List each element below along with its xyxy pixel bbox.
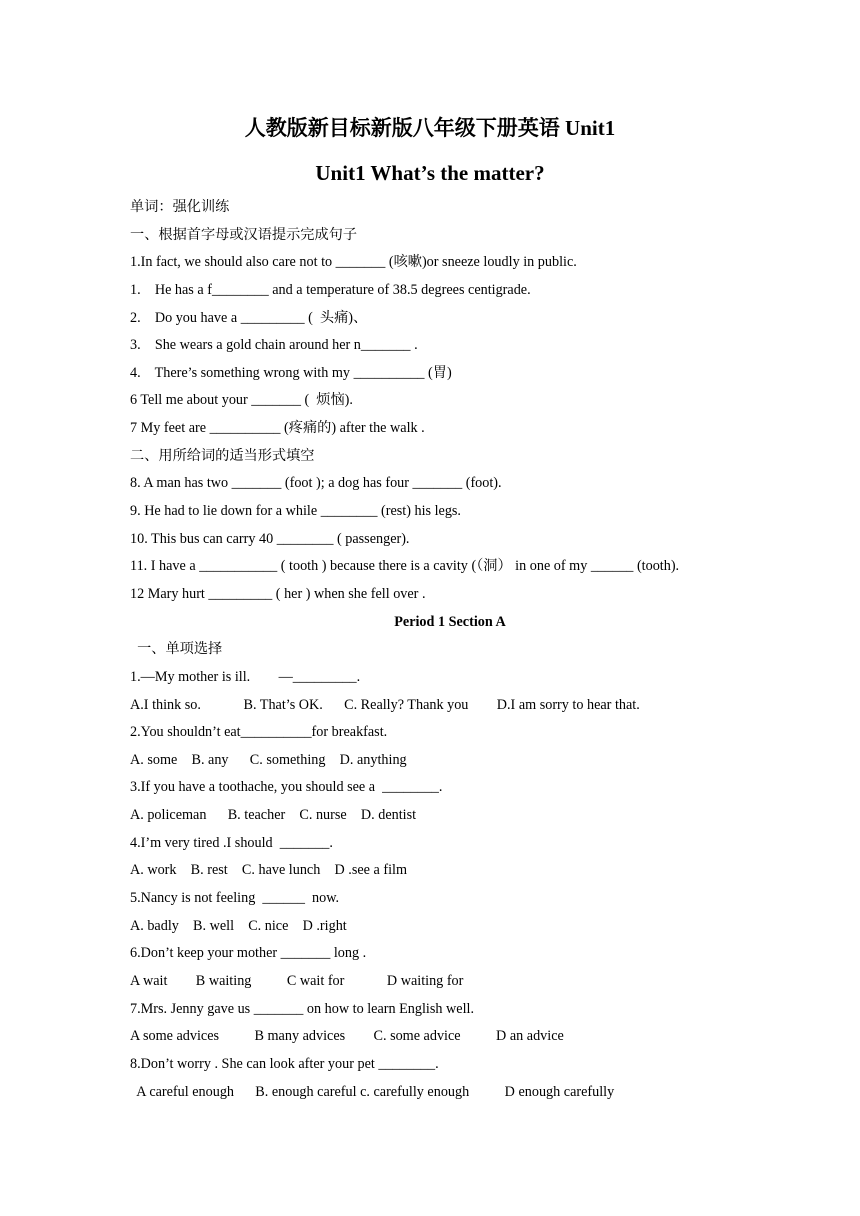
options-line: A some advices B many advices C. some advice D an advice — [130, 1028, 564, 1045]
unit-title: Unit1 What’s the matter? — [315, 161, 545, 185]
question-line: 2.You shouldn’t eat__________for breakfast. — [130, 724, 388, 741]
question-line: 3.If you have a toothache, you should see a ________. — [130, 779, 443, 796]
question-line: 4.I’m very tired .I should _______. — [130, 834, 333, 851]
question-line: 1.—My mother is ill. —_________. — [130, 668, 361, 685]
period-heading: Period 1 Section A — [394, 613, 506, 630]
question-line: 6 Tell me about your _______ ( 烦恼). — [130, 392, 353, 409]
part-heading: 一、根据首字母或汉语提示完成句子 — [130, 226, 358, 243]
question-line: 3. She wears a gold chain around her n_______ . — [130, 337, 418, 354]
question-line: 10. This bus can carry 40 ________ ( passenger). — [130, 530, 410, 547]
question-line: 5.Nancy is not feeling ______ now. — [130, 890, 340, 907]
question-line: 6.Don’t keep your mother _______ long . — [130, 945, 367, 962]
question-line: 7 My feet are __________ (疼痛的) after the walk . — [130, 420, 425, 437]
question-line: 9. He had to lie down for a while ________ (rest) his legs. — [130, 503, 461, 520]
section-heading: 单词：强化训练 — [130, 199, 230, 215]
options-line: A. work B. rest C. have lunch D .see a film — [130, 862, 407, 879]
document-title: 人教版新目标新版八年级下册英语 Unit1 — [244, 116, 616, 140]
part-heading: 二、用所给词的适当形式填空 — [130, 447, 315, 464]
question-line: 1.In fact, we should also care not to _______ (咳嗽)or sneeze loudly in public. — [130, 254, 577, 271]
part-heading: 一、单项选择 — [130, 641, 223, 658]
options-line: A.I think so. B. That’s OK. C. Really? Thank you D.I am sorry to hear that. — [130, 696, 640, 713]
question-line: 7.Mrs. Jenny gave us _______ on how to learn English well. — [130, 1000, 475, 1017]
question-line: 12 Mary hurt _________ ( her ) when she fell over . — [130, 585, 426, 602]
options-line: A. some B. any C. something D. anything — [130, 751, 407, 768]
options-line: A. policeman B. teacher C. nurse D. dentist — [130, 807, 417, 824]
options-line: A careful enough B. enough careful c. carefully enough D enough carefully — [130, 1083, 615, 1100]
question-line: 11. I have a ___________ ( tooth ) because there is a cavity (（洞） in one of my ______ (tooth). — [130, 558, 680, 575]
question-line: 8.Don’t worry . She can look after your pet ________. — [130, 1055, 439, 1072]
exercise-body — [130, 194, 770, 1106]
question-line: 1. He has a f________ and a temperature of 38.5 degrees centigrade. — [130, 281, 531, 298]
options-line: A. badly B. well C. nice D .right — [130, 917, 347, 934]
question-line: 2. Do you have a _________ ( 头痛)、 — [130, 309, 368, 326]
options-line: A wait B waiting C wait for D waiting for — [130, 972, 464, 989]
question-line: 8. A man has two _______ (foot ); a dog has four _______ (foot). — [130, 475, 502, 492]
question-line: 4. There’s something wrong with my __________ (胃) — [130, 364, 452, 381]
